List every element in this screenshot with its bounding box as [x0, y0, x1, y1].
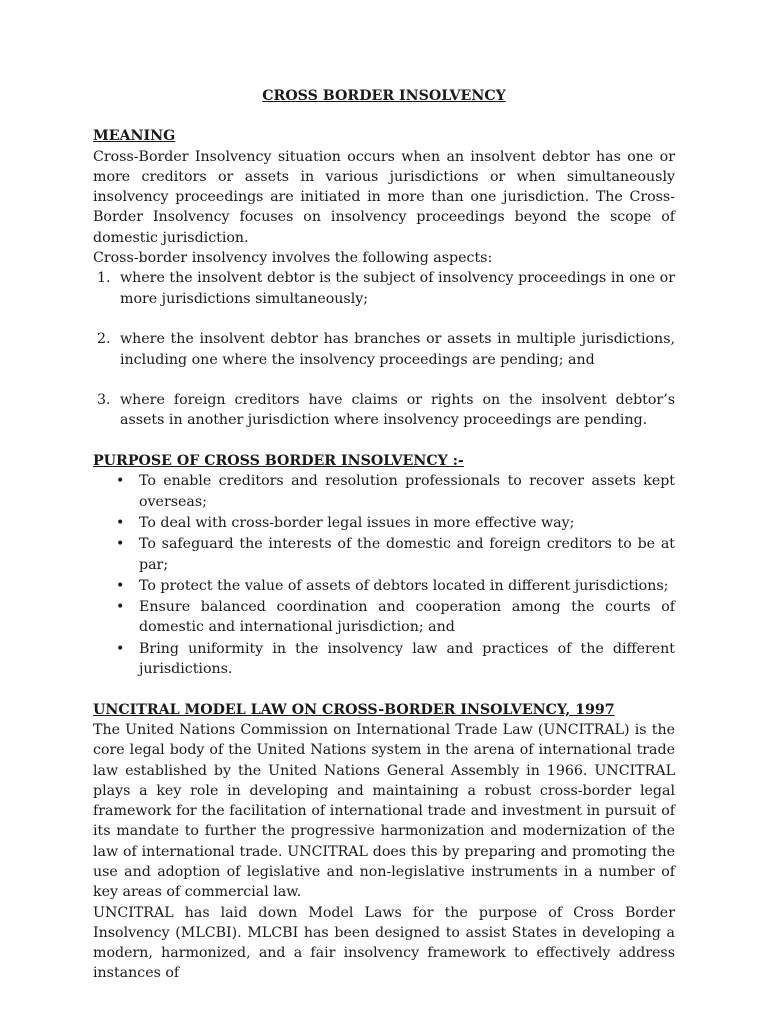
list-item [93, 268, 675, 309]
list-item [93, 329, 675, 370]
uncitral-heading: UNCITRAL MODEL LAW ON CROSS-BORDER INSOLVENCY, 1997 [93, 701, 615, 718]
bullet-icon: • [116, 536, 125, 553]
list-item-text: Bring uniformity in the insolvency law and practices of the different jurisdictions. [139, 640, 675, 678]
document-title: CROSS BORDER INSOLVENCY [262, 88, 506, 104]
list-number: 2. [97, 331, 111, 348]
list-item-text: where foreign creditors have claims or rights on the insolvent debtor’s assets in another jurisdiction where insolvency proceedings are pending. [120, 392, 675, 429]
list-number: 1. [97, 270, 111, 287]
bullet-icon: • [116, 473, 125, 490]
list-item [93, 597, 675, 638]
list-item [93, 534, 675, 575]
document-page [93, 86, 675, 984]
aspects-intro: Cross-border insolvency involves the following aspects: [93, 250, 493, 267]
list-item-text: To safeguard the interests of the domestic and foreign creditors to be at par; [139, 536, 675, 573]
meaning-paragraph: Cross-Border Insolvency situation occurs when an insolvent debtor has one or more creditors or assets in various jurisdictions or when simultaneously insolvency proceedings are initiated in more than one jurisdiction. The Cross-Border Insolvency focuses on insolvency proceedings beyond the scope of domestic jurisdiction. [93, 148, 675, 246]
list-item [93, 513, 675, 533]
list-item-text: where the insolvent debtor is the subject of insolvency proceedings in one or more jurisdictions simultaneously; [120, 270, 675, 307]
list-item [93, 390, 675, 431]
list-item-text: To enable creditors and resolution professionals to recover assets kept overseas; [139, 473, 675, 510]
list-number: 3. [97, 392, 111, 409]
list-item-text: Ensure balanced coordination and cooperation among the courts of domestic and international jurisdiction; and [139, 599, 675, 636]
bullet-icon: • [116, 514, 125, 531]
purpose-heading: PURPOSE OF CROSS BORDER INSOLVENCY :- [93, 453, 464, 470]
purpose-list [93, 471, 675, 679]
uncitral-paragraph-2: UNCITRAL has laid down Model Laws for the purpose of Cross Border Insolvency (MLCBI). MLCBI has been designed to assist States in developing a modern, harmonized, and a fair insolvency framework to effectively address instances of [93, 904, 675, 982]
list-item [93, 576, 675, 596]
list-item [93, 471, 675, 512]
bullet-icon: • [116, 599, 125, 616]
meaning-heading: MEANING [93, 128, 176, 145]
list-item-text: where the insolvent debtor has branches or assets in multiple jurisdictions, including one where the insolvency proceedings are pending; and [120, 331, 675, 368]
aspects-list [93, 268, 675, 430]
list-item-text: To protect the value of assets of debtors located in different jurisdictions; [139, 577, 669, 594]
uncitral-paragraph-1: The United Nations Commission on International Trade Law (UNCITRAL) is the core legal body of the United Nations system in the arena of international trade law established by the United Nations General Assembly in 1966. UNCITRAL plays a key role in developing and maintaining a robust cross-border legal framework for the facilitation of international trade and investment in pursuit of its mandate to further the progressive harmonization and modernization of the law of international trade. UNCITRAL does this by preparing and promoting the use and adoption of legislative and non-legislative instruments in a number of key areas of commercial law. [93, 721, 675, 901]
list-item [93, 639, 675, 680]
bullet-icon: • [116, 640, 125, 657]
list-item-text: To deal with cross-border legal issues in more effective way; [139, 514, 575, 531]
bullet-icon: • [116, 577, 125, 594]
